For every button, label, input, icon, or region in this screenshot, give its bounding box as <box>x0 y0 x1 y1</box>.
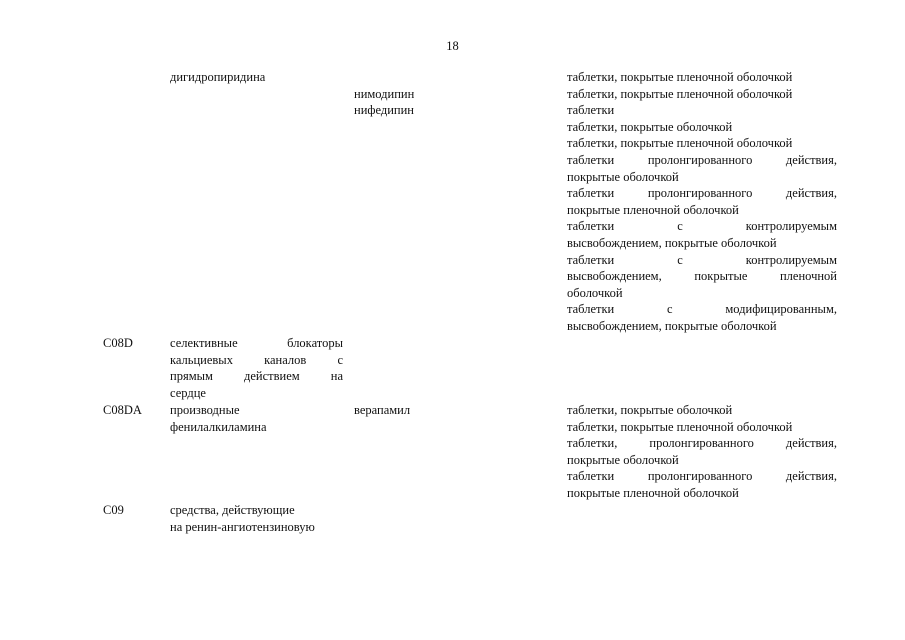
dosage-form: таблетки <box>567 103 615 118</box>
group-line: фенилалкиламина <box>170 419 267 434</box>
dosage-form: высвобождением, покрытые оболочкой <box>567 318 777 333</box>
group-line: дигидропиридина <box>170 70 266 84</box>
atc-code: C09 <box>103 503 124 517</box>
dosage-form: покрытые оболочкой <box>567 452 679 467</box>
dosage-form: таблетки, покрытые оболочкой <box>567 403 733 417</box>
group-name <box>170 69 343 86</box>
dosage-form: таблетки с контролируемым <box>567 252 837 267</box>
group-line: сердце <box>170 385 206 400</box>
dosage-form: таблетки, пролонгированного действия, <box>567 436 837 451</box>
dosage-form: таблетки пролонгированного действия, <box>567 186 837 201</box>
dosage-form: высвобождением, покрытые пленочной <box>567 269 837 284</box>
dosage-form: таблетки с контролируемым <box>567 219 837 234</box>
inn-name: нимодипин <box>354 86 415 101</box>
inn-list <box>354 402 554 419</box>
dosage-form: таблетки, покрытые пленочной оболочкой <box>567 419 793 434</box>
inn-name: нифедипин <box>354 103 414 118</box>
page-number: 18 <box>446 39 459 53</box>
dosage-form: таблетки, покрытые пленочной оболочкой <box>567 136 793 151</box>
dosage-forms <box>567 402 837 502</box>
group-line: кальциевых каналов с <box>170 352 343 367</box>
dosage-form: покрытые пленочной оболочкой <box>567 485 739 500</box>
group-line: средства, действующие <box>170 503 295 517</box>
dosage-form: таблетки с модифицированным, <box>567 302 837 317</box>
dosage-form: таблетки, покрытые оболочкой <box>567 119 733 134</box>
inn-name: верапамил <box>354 403 411 417</box>
dosage-form: покрытые пленочной оболочкой <box>567 202 739 217</box>
dosage-form: таблетки, покрытые пленочной оболочкой <box>567 70 793 84</box>
dosage-form: покрытые оболочкой <box>567 169 679 184</box>
group-line: производные <box>170 403 240 417</box>
group-line: селективные блокаторы <box>170 336 343 350</box>
dosage-form: таблетки, покрытые пленочной оболочкой <box>567 86 793 101</box>
dosage-form: таблетки пролонгированного действия, <box>567 469 837 484</box>
group-name <box>170 502 343 535</box>
dosage-forms <box>567 69 837 335</box>
group-name <box>170 402 343 435</box>
atc-code: C08DA <box>103 403 142 417</box>
atc-code: C08D <box>103 336 133 350</box>
group-line: прямым действием на <box>170 369 343 384</box>
dosage-form: высвобождением, покрытые оболочкой <box>567 235 777 250</box>
inn-list <box>354 86 554 119</box>
group-line: на ренин-ангиотензиновую <box>170 519 315 534</box>
dosage-form: таблетки пролонгированного действия, <box>567 152 837 167</box>
group-name <box>170 335 343 401</box>
dosage-form: оболочкой <box>567 285 623 300</box>
